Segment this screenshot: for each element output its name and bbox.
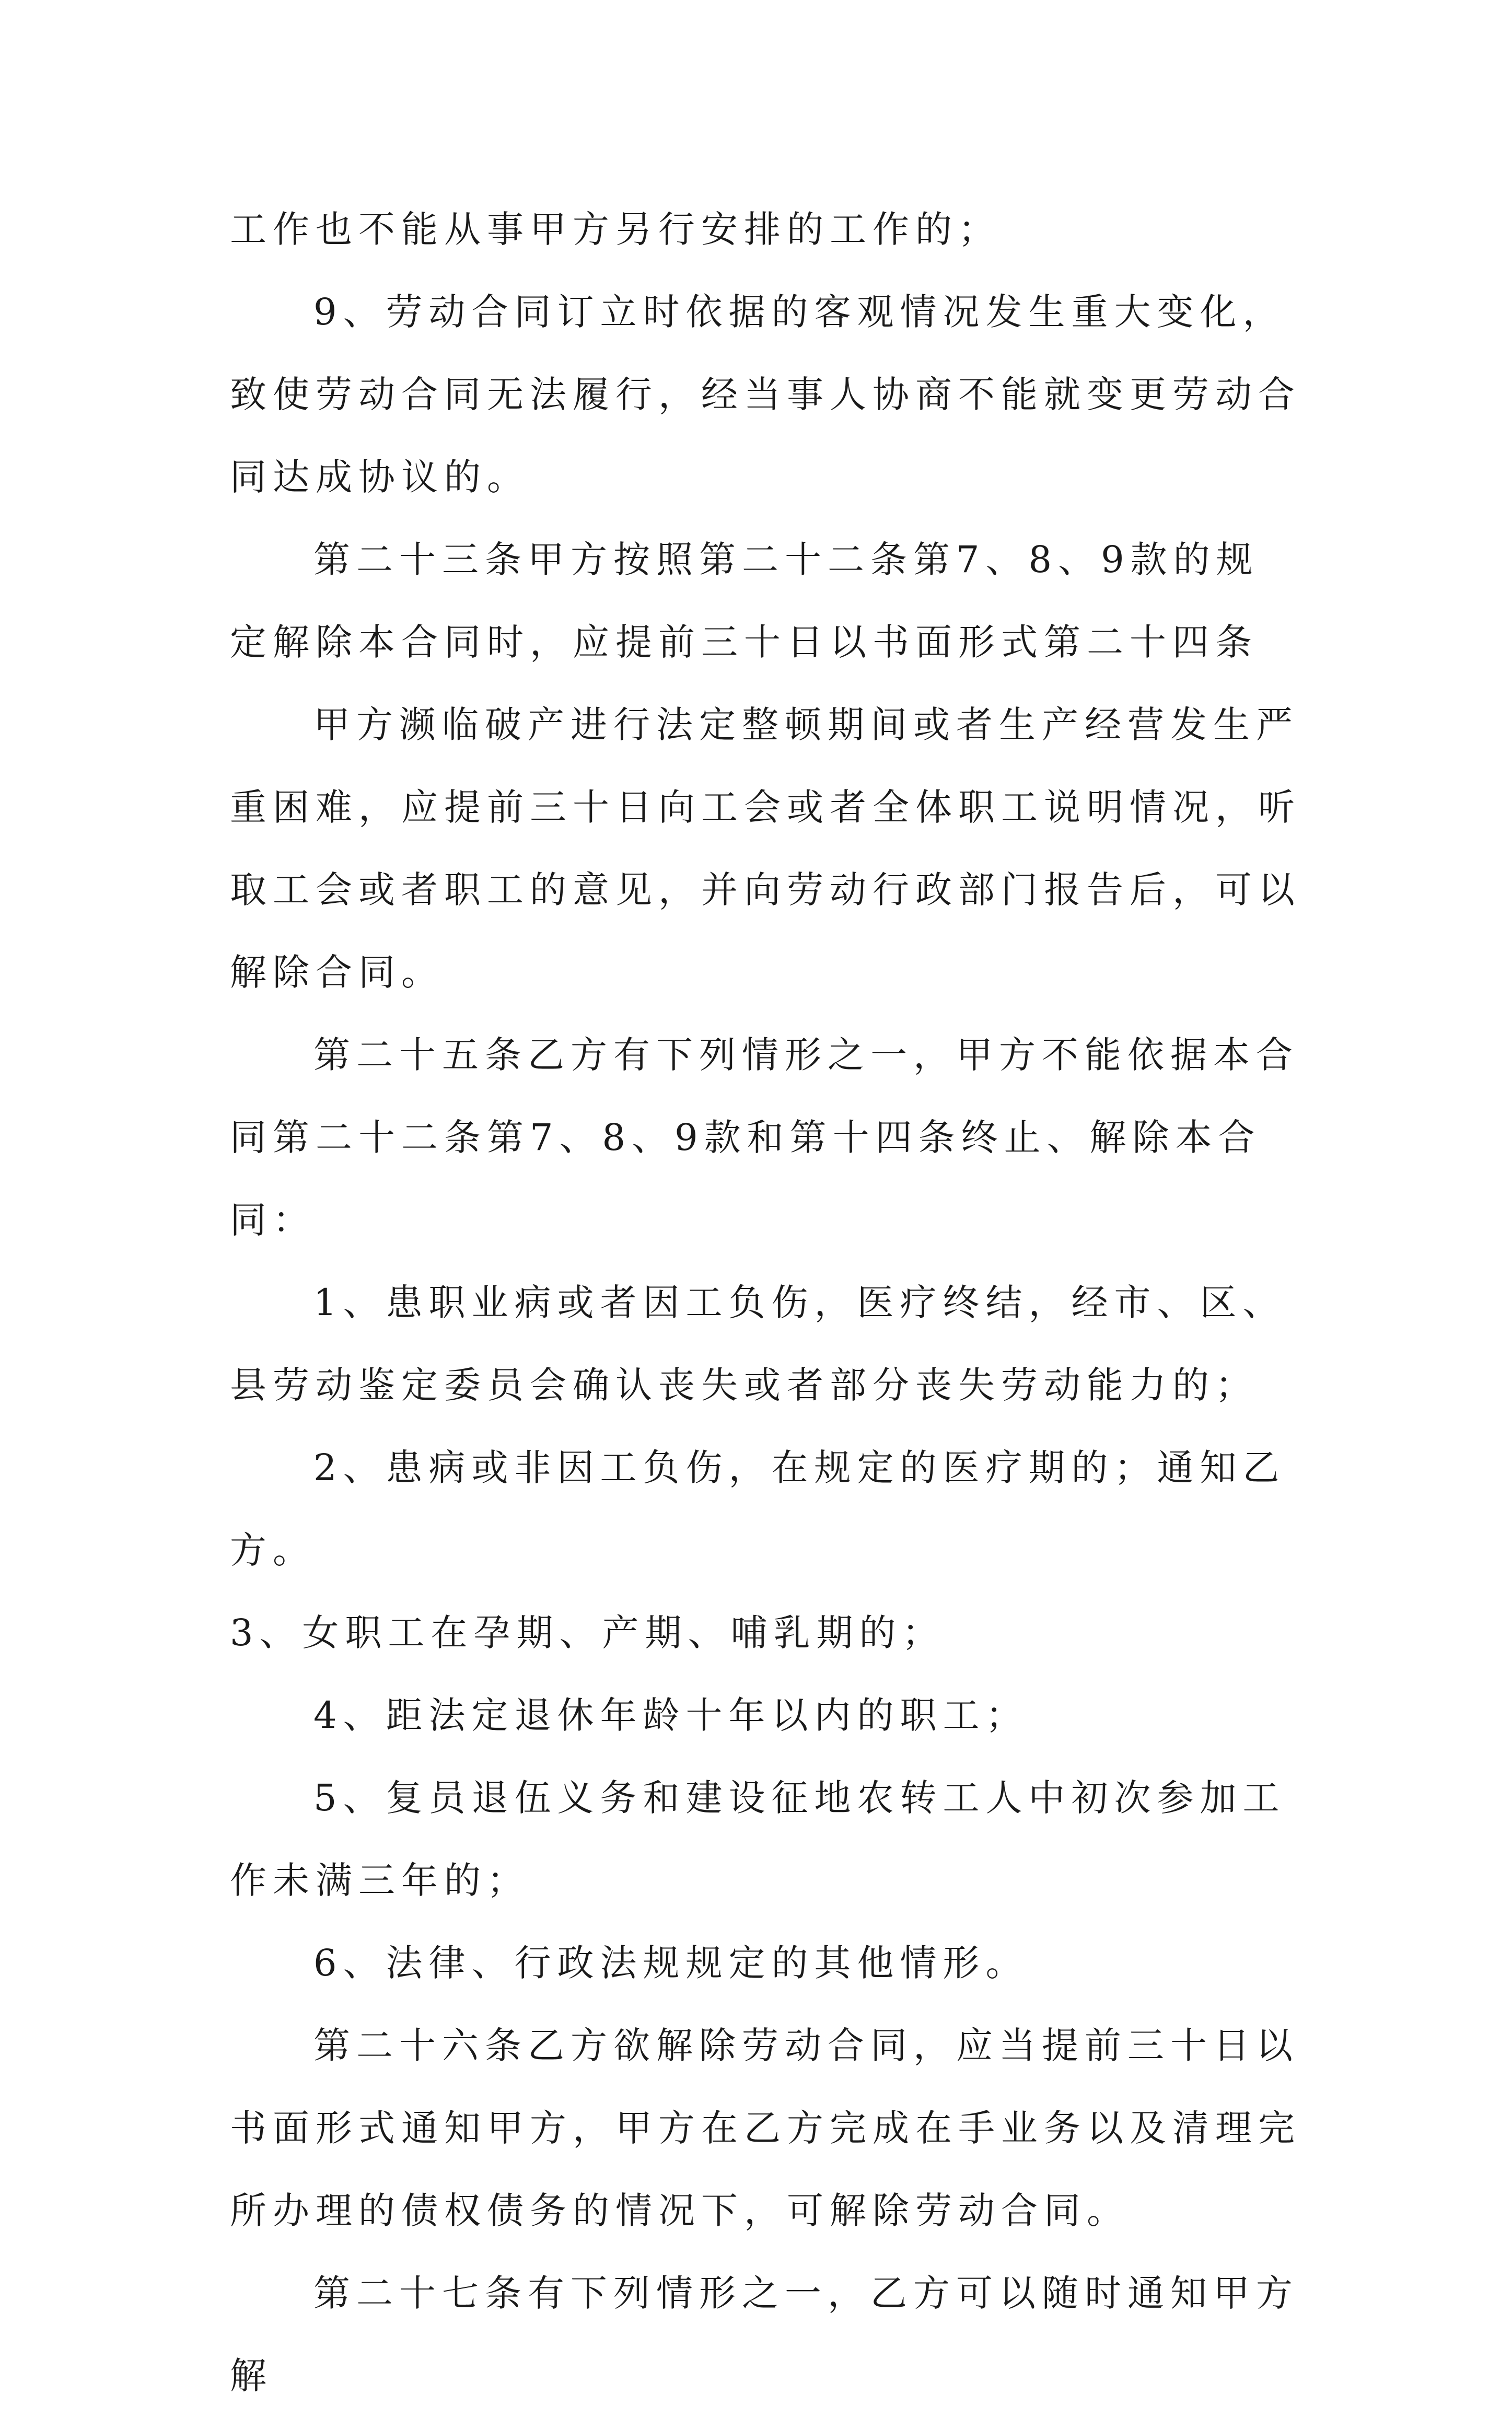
paragraph-article-25: 第二十五条乙方有下列情形之一，甲方不能依据本合同第二十二条第7、8、9款和第十四条终止、解除本合同：: [230, 1033, 1299, 1241]
paragraph-article-23: 第二十三条甲方按照第二十二条第7、8、9款的规定解除本合同时，应提前三十日以书面形式第二十四条: [230, 538, 1259, 664]
paragraph-item-4: 4、距法定退休年龄十年以内的职工；: [313, 1694, 1029, 1737]
paragraph-item-1: 1、患职业病或者因工负伤，医疗终结，经市、区、县劳动鉴定委员会确认丧失或者部分丧失劳动能力的；: [230, 1281, 1286, 1407]
paragraph-article-27: 第二十七条有下列情形之一，乙方可以随时通知甲方解: [230, 2272, 1299, 2397]
paragraph-article-26: 第二十六条乙方欲解除劳动合同，应当提前三十日以书面形式通知甲方，甲方在乙方完成在手业务以及清理完所办理的债权债务的情况下，可解除劳动合同。: [230, 2024, 1301, 2232]
paragraph-item-5: 5、复员退伍义务和建设征地农转工人中初次参加工作未满三年的；: [230, 1776, 1286, 1902]
document-body: [230, 188, 1301, 2417]
paragraph-work-arrangement: 工作也不能从事甲方另行安排的工作的；: [230, 208, 1001, 251]
paragraph-item-6: 6、法律、行政法规规定的其他情形。: [313, 1942, 1029, 1984]
paragraph-item-2: 2、患病或非因工负伤，在规定的医疗期的；通知乙方。: [230, 1446, 1286, 1572]
paragraph-item-9: 9、劳动合同订立时依据的客观情况发生重大变化，致使劳动合同无法履行，经当事人协商不能就变更劳动合同达成协议的。: [230, 290, 1301, 498]
paragraph-bankruptcy: 甲方濒临破产进行法定整顿期间或者生产经营发生严重困难，应提前三十日向工会或者全体职工说明情况，听取工会或者职工的意见，并向劳动行政部门报告后，可以解除合同。: [230, 703, 1301, 994]
paragraph-item-3: 3、女职工在孕期、产期、哺乳期的；: [230, 1611, 945, 1654]
